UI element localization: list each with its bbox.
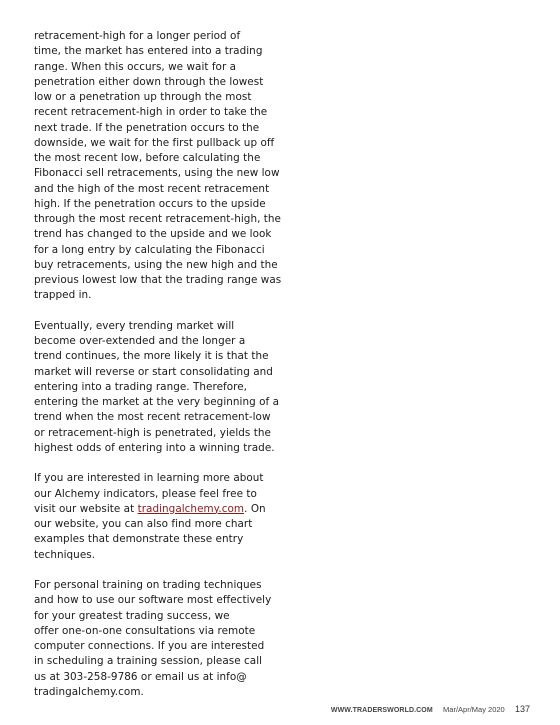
text-line: trend when the most recent retracement-low: [34, 411, 271, 424]
text-line: penetration either down through the lowest: [34, 75, 264, 88]
text-line: become over-extended and the longer a: [34, 335, 246, 347]
text-line: computer connections. If you are interested: [34, 640, 265, 652]
text-line: us at 303-258-9786 or email us at info@: [34, 670, 247, 683]
text-line: high. If the penetration occurs to the upside: [34, 197, 266, 210]
text-line: entering into a trading range. Therefore,: [34, 380, 248, 393]
paragraph-trading-range: [34, 29, 284, 304]
text-line: for your greatest trading success, we: [34, 609, 230, 622]
paragraph-over-extended: [34, 319, 284, 456]
text-line: time, the market has entered into a trading: [34, 45, 263, 58]
text-line: retracement-high for a longer period of: [34, 30, 241, 42]
text-line: in scheduling a training session, please call: [34, 655, 263, 668]
text-line: the most recent low, before calculating the: [34, 152, 261, 164]
text-fragment: visit our website at: [34, 502, 138, 515]
text-line: buy retracements, using the new high and the: [34, 258, 278, 271]
text-line: If you are interested in learning more about: [34, 472, 264, 485]
text-line-with-link: [34, 502, 284, 517]
text-line: trend continues, the more likely it is that the: [34, 350, 269, 363]
footer-issue-date: Mar/Apr/May 2020: [443, 705, 505, 714]
footer-site: WWW.TRADERSWORLD.COM: [330, 707, 433, 714]
text-line: Eventually, every trending market will: [34, 319, 235, 332]
text-line: For personal training on trading techniques: [34, 579, 262, 591]
page-footer: [331, 704, 530, 714]
text-line: trend has changed to the upside and we look: [34, 228, 272, 241]
text-line: next trade. If the penetration occurs to the: [34, 121, 260, 134]
text-line: downside, we wait for the first pullback up off: [34, 136, 275, 149]
text-fragment: . On: [244, 502, 266, 515]
text-line: market will reverse or start consolidating and: [34, 365, 273, 378]
text-line: entering the market at the very beginning of a: [34, 396, 279, 408]
text-line: offer one-on-one consultations via remote: [34, 624, 256, 637]
text-line: Fibonacci sell retracements, using the new low: [34, 167, 280, 180]
text-line: highest odds of entering into a winning trade.: [34, 441, 275, 454]
text-line: tradingalchemy.com.: [34, 685, 144, 698]
paragraph-personal-training: [34, 578, 284, 700]
text-line: low or a penetration up through the most: [34, 91, 252, 103]
paragraph-spacer: [34, 304, 284, 319]
text-line: range. When this occurs, we wait for a: [34, 60, 237, 73]
text-line: or retracement-high is penetrated, yields the: [34, 426, 271, 439]
paragraph-spacer: [34, 456, 284, 471]
text-line: examples that demonstrate these entry: [34, 533, 244, 546]
text-line: our Alchemy indicators, please feel free to: [34, 487, 257, 500]
text-line: trapped in.: [34, 289, 92, 302]
article-column: [34, 29, 284, 700]
page-number: 137: [514, 704, 530, 714]
paragraph-spacer: [34, 563, 284, 578]
text-line: and the high of the most recent retracement: [34, 182, 270, 195]
text-line: for a long entry by calculating the Fibonacci: [34, 243, 265, 256]
text-line: our website, you can also find more chart: [34, 518, 253, 530]
text-line: and how to use our software most effectively: [34, 594, 272, 607]
tradingalchemy-link[interactable]: tradingalchemy.com: [137, 502, 245, 515]
paragraph-alchemy-indicators: [34, 471, 284, 563]
text-line: techniques.: [34, 548, 96, 561]
text-line: recent retracement-high in order to take the: [34, 106, 268, 119]
text-line: previous lowest low that the trading range was: [34, 274, 282, 286]
text-line: through the most recent retracement-high, the: [34, 213, 281, 225]
